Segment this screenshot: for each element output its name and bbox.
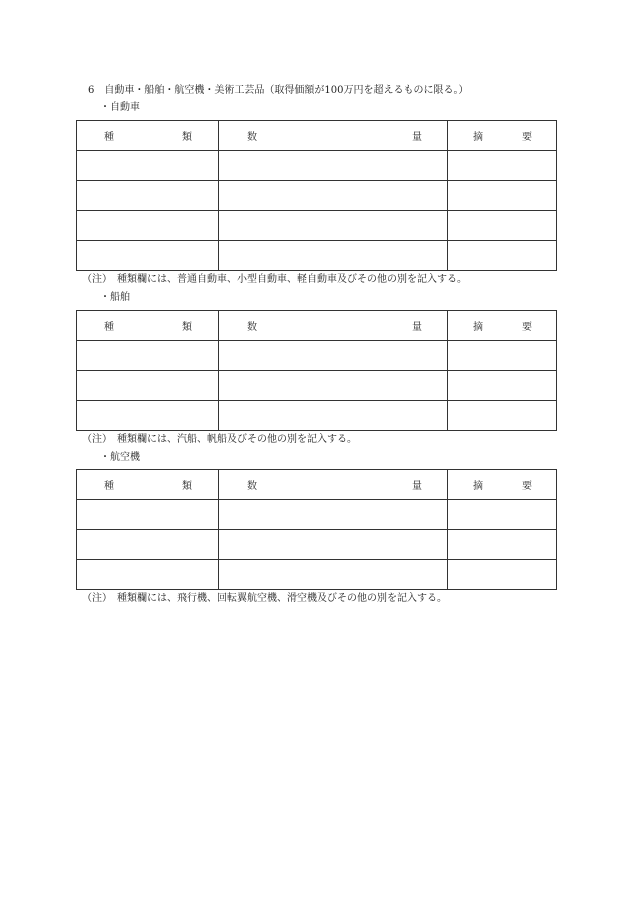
table-header-row	[77, 311, 557, 341]
kind-cell[interactable]	[77, 151, 219, 181]
remarks-cell[interactable]	[448, 500, 557, 530]
quantity-cell[interactable]	[219, 241, 448, 271]
remarks-cell[interactable]	[448, 560, 557, 590]
kind-column-header: 種 類	[77, 470, 219, 500]
remarks-cell[interactable]	[448, 401, 557, 431]
kind-column-header: 種 類	[77, 121, 219, 151]
quantity-cell[interactable]	[219, 530, 448, 560]
quantity-cell[interactable]	[219, 500, 448, 530]
aircraft-note: （注） 種類欄には、飛行機、回転翼航空機、滑空機及びその他の別を記入する。	[82, 593, 447, 604]
table-header-row	[77, 470, 557, 500]
remarks-cell[interactable]	[448, 371, 557, 401]
kind-cell[interactable]	[77, 341, 219, 371]
aircraft-table	[76, 469, 557, 590]
quantity-column-header: 数 量	[219, 311, 448, 341]
kind-cell[interactable]	[77, 401, 219, 431]
quantity-cell[interactable]	[219, 211, 448, 241]
table-row	[77, 181, 557, 211]
quantity-cell[interactable]	[219, 401, 448, 431]
table-row	[77, 530, 557, 560]
quantity-cell[interactable]	[219, 560, 448, 590]
remarks-column-header: 摘 要	[448, 470, 557, 500]
automobile-note: （注） 種類欄には、普通自動車、小型自動車、軽自動車及びその他の別を記入する。	[82, 274, 467, 285]
aircraft-subheading: ・航空機	[100, 452, 140, 463]
remarks-cell[interactable]	[448, 530, 557, 560]
kind-cell[interactable]	[77, 530, 219, 560]
remarks-column-header: 摘 要	[448, 121, 557, 151]
automobile-table	[76, 120, 557, 271]
quantity-column-header: 数 量	[219, 470, 448, 500]
table-row	[77, 341, 557, 371]
ship-note: （注） 種類欄には、汽船、帆船及びその他の別を記入する。	[82, 434, 357, 445]
kind-column-header: 種 類	[77, 311, 219, 341]
remarks-cell[interactable]	[448, 241, 557, 271]
ship-subheading: ・船舶	[100, 292, 130, 303]
ship-table	[76, 310, 557, 431]
remarks-column-header: 摘 要	[448, 311, 557, 341]
remarks-cell[interactable]	[448, 341, 557, 371]
kind-cell[interactable]	[77, 500, 219, 530]
table-row	[77, 211, 557, 241]
table-row	[77, 500, 557, 530]
quantity-cell[interactable]	[219, 151, 448, 181]
quantity-cell[interactable]	[219, 181, 448, 211]
table-header-row	[77, 121, 557, 151]
remarks-cell[interactable]	[448, 211, 557, 241]
table-row	[77, 560, 557, 590]
kind-cell[interactable]	[77, 181, 219, 211]
remarks-cell[interactable]	[448, 151, 557, 181]
remarks-cell[interactable]	[448, 181, 557, 211]
automobile-subheading: ・自動車	[100, 102, 140, 113]
kind-cell[interactable]	[77, 241, 219, 271]
kind-cell[interactable]	[77, 371, 219, 401]
table-row	[77, 371, 557, 401]
kind-cell[interactable]	[77, 211, 219, 241]
quantity-cell[interactable]	[219, 341, 448, 371]
table-row	[77, 401, 557, 431]
section-heading: 6 自動車・船舶・航空機・美術工芸品（取得価額が100万円を超えるものに限る。）	[88, 85, 469, 96]
table-row	[77, 151, 557, 181]
quantity-column-header: 数 量	[219, 121, 448, 151]
kind-cell[interactable]	[77, 560, 219, 590]
quantity-cell[interactable]	[219, 371, 448, 401]
table-row	[77, 241, 557, 271]
